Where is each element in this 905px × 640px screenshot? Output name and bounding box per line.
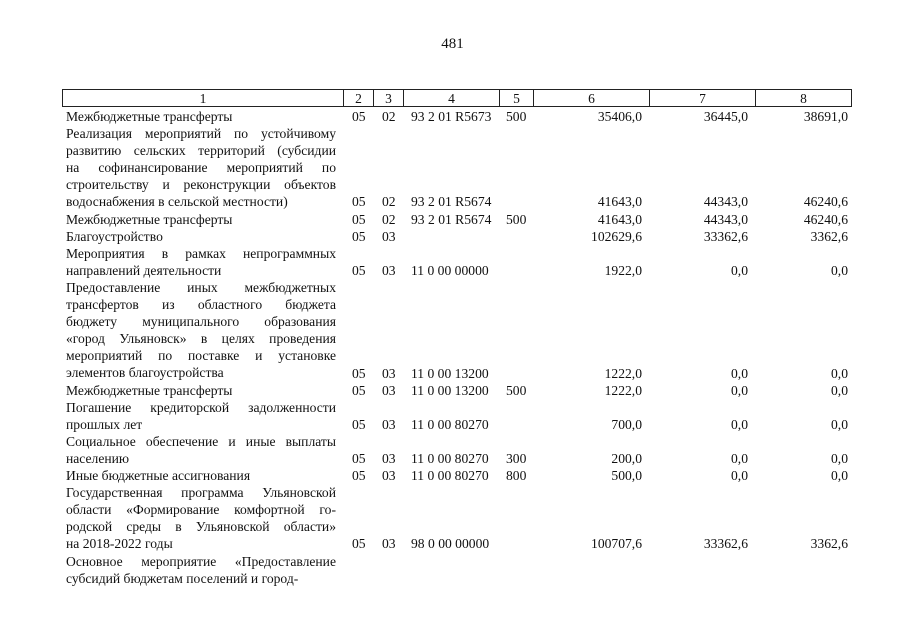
amount-col-7: 0,0	[731, 262, 748, 278]
amount-col-6: 200,0	[611, 450, 642, 466]
amount-col-6: 41643,0	[597, 211, 642, 227]
row-name-line: на 2018-2022 годы	[66, 536, 173, 552]
amount-col-6: 35406,0	[597, 109, 642, 124]
section-code: 05	[352, 382, 366, 398]
amount-col-8: 3362,6	[810, 228, 848, 244]
row-name-line: мероприятий по поставке и установке	[66, 348, 336, 363]
amount-col-7: 44343,0	[703, 194, 748, 210]
row-name-line: Межбюджетные трансферты	[66, 109, 233, 124]
target-article-code: 98 0 00 00000	[411, 536, 490, 552]
section-code: 05	[352, 262, 366, 278]
row-name-line: развитию сельских территорий (субсидии	[66, 143, 336, 159]
row-name-line: Социальное обеспечение и иные выплаты	[66, 433, 336, 449]
table-row	[0, 553, 905, 587]
row-name	[66, 245, 336, 279]
row-name	[66, 108, 336, 125]
amount-col-6: 1222,0	[604, 365, 642, 381]
subsection-code: 03	[382, 536, 396, 552]
column-header: 5	[499, 90, 533, 106]
amount-col-8: 0,0	[831, 416, 848, 432]
amount-col-8: 46240,6	[803, 194, 848, 210]
subsection-code: 03	[382, 450, 396, 466]
amount-col-7: 0,0	[731, 450, 748, 466]
section-code: 05	[352, 536, 366, 552]
subsection-code: 03	[382, 382, 396, 398]
table-row	[0, 467, 905, 484]
table-row	[0, 382, 905, 399]
row-name-line: на софинансирование мероприятий по	[66, 160, 336, 176]
column-header: 2	[343, 90, 373, 106]
target-article-code: 11 0 00 13200	[411, 382, 489, 398]
row-name-line: Государственная программа Ульяновской	[66, 485, 336, 501]
amount-col-7: 0,0	[731, 468, 748, 484]
target-article-code: 93 2 01 R5674	[411, 211, 492, 227]
subsection-code: 03	[382, 416, 396, 432]
column-header: 4	[403, 90, 499, 106]
table-row	[0, 484, 905, 552]
amount-col-8: 38691,0	[803, 109, 848, 124]
row-name-line: «город Ульяновск» в целях проведения	[66, 331, 336, 346]
table-row	[0, 211, 905, 228]
column-header: 7	[649, 90, 755, 106]
subsection-code: 02	[382, 194, 396, 210]
row-name	[66, 279, 336, 381]
row-name	[66, 399, 336, 433]
table-row	[0, 108, 905, 125]
table-row	[0, 279, 905, 382]
amount-col-7: 0,0	[731, 416, 748, 432]
subsection-code: 03	[382, 365, 396, 381]
expense-type-code: 800	[506, 468, 527, 484]
expense-type-code: 500	[506, 109, 527, 124]
subsection-code: 03	[382, 262, 396, 278]
row-name-line: Межбюджетные трансферты	[66, 211, 233, 227]
row-name-line: населению	[66, 450, 130, 466]
section-code: 05	[352, 109, 366, 124]
expense-type-code: 500	[506, 211, 527, 227]
amount-col-7: 0,0	[731, 365, 748, 381]
row-name	[66, 467, 336, 484]
amount-col-6: 41643,0	[597, 194, 642, 210]
target-article-code: 11 0 00 00000	[411, 262, 489, 278]
row-name	[66, 211, 336, 228]
row-name-line: прошлых лет	[66, 416, 143, 432]
row-name-line: Мероприятия в рамках непрограммных	[66, 245, 336, 261]
row-name-line: Основное мероприятие «Предоставление	[66, 553, 336, 569]
column-header: 1	[199, 91, 207, 106]
target-article-code: 93 2 01 R5674	[411, 194, 492, 210]
amount-col-7: 36445,0	[703, 109, 748, 124]
row-name-line: Благоустройство	[66, 228, 163, 244]
row-name-line: области «Формирование комфортной го-	[66, 502, 336, 518]
row-name	[66, 484, 336, 552]
section-code: 05	[352, 194, 366, 210]
amount-col-6: 1222,0	[604, 382, 642, 398]
amount-col-8: 0,0	[831, 468, 848, 484]
subsection-code: 03	[382, 468, 396, 484]
target-article-code: 11 0 00 80270	[411, 416, 489, 432]
row-name-line: Иные бюджетные ассигнования	[66, 468, 251, 484]
expense-type-code: 300	[506, 450, 527, 466]
subsection-code: 03	[382, 228, 396, 244]
subsection-code: 02	[382, 109, 396, 124]
amount-col-7: 0,0	[731, 382, 748, 398]
amount-col-7: 33362,6	[703, 228, 748, 244]
column-header: 3	[373, 90, 403, 106]
amount-col-8: 0,0	[831, 382, 848, 398]
amount-col-8: 3362,6	[810, 536, 848, 552]
amount-col-8: 0,0	[831, 450, 848, 466]
section-code: 05	[352, 211, 366, 227]
target-article-code: 11 0 00 80270	[411, 450, 489, 466]
row-name	[66, 433, 336, 467]
section-code: 05	[352, 468, 366, 484]
table-row	[0, 228, 905, 245]
row-name-line: Предоставление иных межбюджетных	[66, 280, 336, 295]
table-header	[62, 89, 852, 107]
table-row	[0, 399, 905, 433]
row-name-line: субсидий бюджетам поселений и город-	[66, 570, 299, 586]
row-name-line: Межбюджетные трансферты	[66, 382, 233, 398]
row-name-line: родской среды в Ульяновской области»	[66, 519, 336, 535]
amount-col-8: 0,0	[831, 365, 848, 381]
row-name-line: водоснабжения в сельской местности)	[66, 194, 288, 210]
section-code: 05	[352, 416, 366, 432]
section-code: 05	[352, 228, 366, 244]
page-number: 481	[441, 36, 464, 52]
row-name	[66, 382, 336, 399]
expense-type-code: 500	[506, 382, 527, 398]
amount-col-8: 46240,6	[803, 211, 848, 227]
column-header: 8	[755, 90, 851, 106]
row-name	[66, 125, 336, 210]
row-name-line: направлений деятельности	[66, 262, 222, 278]
table-row	[0, 245, 905, 279]
row-name	[66, 228, 336, 245]
amount-col-6: 1922,0	[604, 262, 642, 278]
amount-col-6: 100707,6	[591, 536, 642, 552]
amount-col-6: 500,0	[611, 468, 642, 484]
amount-col-6: 102629,6	[591, 228, 642, 244]
section-code: 05	[352, 365, 366, 381]
subsection-code: 02	[382, 211, 396, 227]
amount-col-7: 33362,6	[703, 536, 748, 552]
target-article-code: 11 0 00 13200	[411, 365, 489, 381]
row-name-line: Погашение кредиторской задолженности	[66, 399, 336, 415]
amount-col-8: 0,0	[831, 262, 848, 278]
amount-col-6: 700,0	[611, 416, 642, 432]
table-row	[0, 125, 905, 211]
target-article-code: 93 2 01 R5673	[411, 109, 492, 124]
target-article-code: 11 0 00 80270	[411, 468, 489, 484]
row-name-line: строительству и реконструкции объектов	[66, 177, 336, 193]
row-name-line: трансфертов из областного бюджета	[66, 297, 336, 312]
section-code: 05	[352, 450, 366, 466]
column-header: 6	[533, 90, 649, 106]
row-name-line: Реализация мероприятий по устойчивому	[66, 126, 336, 142]
row-name-line: бюджету муниципального образования	[66, 314, 336, 329]
table-row	[0, 433, 905, 467]
amount-col-7: 44343,0	[703, 211, 748, 227]
row-name	[66, 553, 336, 587]
row-name-line: элементов благоустройства	[66, 365, 224, 380]
